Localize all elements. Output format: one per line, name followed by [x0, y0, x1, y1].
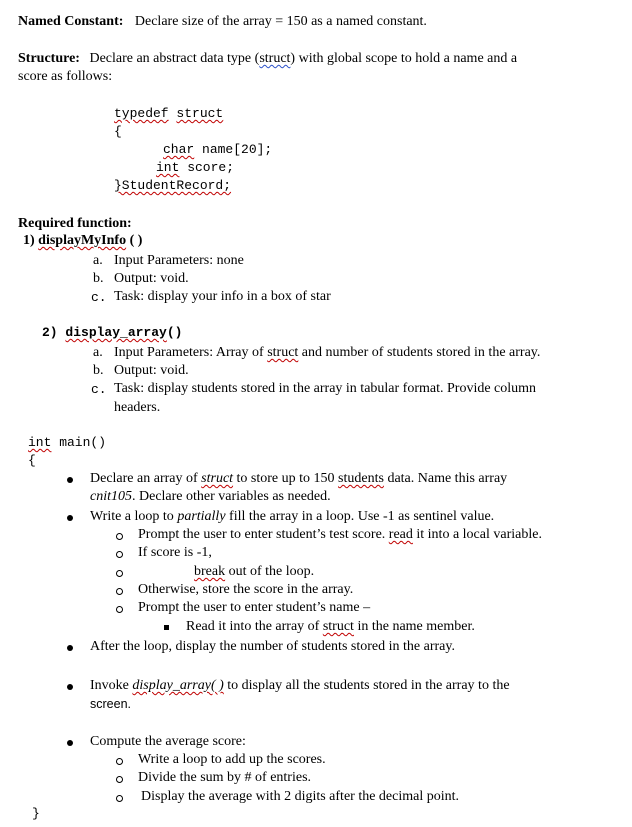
function-1-name: displayMyInfo	[38, 233, 127, 248]
b1-students: students	[338, 471, 384, 486]
required-function-heading: Required function:	[18, 216, 132, 231]
bullet-1-line2	[90, 489, 331, 505]
code-score-decl: score;	[179, 160, 235, 175]
b2-sub5-text: Prompt the user to enter student’s name –	[138, 600, 371, 615]
f2-item-a-marker: a.	[93, 345, 103, 360]
main-close-brace: }	[32, 806, 40, 821]
function-2-title	[42, 325, 182, 340]
named-constant-label: Named Constant:	[18, 14, 124, 29]
b1-rest: . Declare other variables as needed.	[132, 489, 331, 504]
b1-text-b: to store up to 150	[233, 471, 339, 486]
bullet-4-line2: screen.	[90, 697, 131, 711]
b2-sub2-marker	[116, 551, 123, 558]
structure-text-a: Declare an abstract data type (	[89, 51, 260, 66]
code-int-kw: int	[156, 160, 180, 175]
f2-item-b-text: Output: void.	[114, 363, 189, 378]
code-int-line	[156, 160, 234, 175]
structure-line-2: score as follows:	[18, 69, 113, 84]
code-typedef: typedef	[114, 106, 169, 121]
function-1-title	[23, 233, 142, 249]
b1-text-c: data. Name this array	[383, 471, 508, 486]
b1-struct: struct	[201, 471, 234, 486]
named-constant-text: Declare size of the array = 150 as a named constant.	[134, 14, 427, 29]
b4-text-a: Invoke	[90, 678, 133, 693]
main-int-kw: int	[28, 435, 52, 450]
b2-sub3-marker	[116, 570, 123, 577]
bullet-1-line1	[90, 471, 507, 487]
f2-item-b-marker: b.	[93, 363, 104, 378]
f2-item-a-text	[114, 345, 540, 361]
b5-sub2-text: Divide the sum by # of entries.	[138, 770, 312, 785]
structure-text-b: ) with global scope to hold a name and a	[290, 51, 518, 66]
b4-text-b: to display all the students stored in the array to the	[223, 678, 510, 693]
b4-func: display_array( )	[132, 678, 224, 693]
function-2-number: 2)	[42, 325, 58, 340]
b1-array-name: cnit105	[90, 489, 132, 504]
b2-text-b: fill the array in a loop. Use -1 as sentinel value.	[225, 509, 495, 524]
f2-item-c-marker: c.	[91, 382, 107, 397]
bullet-4-marker	[67, 684, 73, 690]
code-typedef-line	[114, 106, 223, 121]
code-char-line	[163, 142, 272, 157]
b2-sub5-sub-struct: struct	[322, 619, 354, 634]
b5-sub1-text: Write a loop to add up the scores.	[138, 752, 326, 767]
b2-sub3-break: break	[194, 564, 226, 579]
b2-sub1-b: it into a local variable.	[412, 527, 542, 542]
bullet-5-marker	[67, 740, 73, 746]
b5-sub1-marker	[116, 758, 123, 765]
b2-sub5-sub-a: Read it into the array of	[186, 619, 323, 634]
f1-item-c-text: Task: display your info in a box of star	[114, 289, 331, 304]
b2-sub4-text: Otherwise, store the score in the array.	[138, 582, 354, 597]
main-sig: main()	[51, 435, 107, 450]
bullet-2-text	[90, 509, 494, 525]
code-close-line	[114, 178, 231, 193]
function-1-number: 1)	[23, 233, 35, 248]
b5-sub3-marker	[116, 795, 123, 802]
b2-sub2-text: If score is -1,	[138, 545, 212, 560]
f1-item-b-text: Output: void.	[114, 271, 189, 286]
structure-struct-word: struct	[259, 51, 291, 66]
structure-line-1	[18, 51, 517, 67]
bullet-2-marker	[67, 515, 73, 521]
b5-sub2-marker	[116, 776, 123, 783]
bullet-1-marker	[67, 477, 73, 483]
b1-text-a: Declare an array of	[90, 471, 202, 486]
main-signature	[28, 435, 106, 450]
b2-sub5-sub-text	[186, 619, 475, 635]
code-open-brace: {	[114, 124, 122, 139]
named-constant-line	[18, 14, 427, 30]
b2-sub4-marker	[116, 588, 123, 595]
bullet-3-marker	[67, 645, 73, 651]
b2-sub3-rest: out of the loop.	[225, 564, 315, 579]
function-2-parens: ()	[166, 325, 183, 340]
b2-partially: partially	[177, 509, 226, 524]
code-name-decl: name[20];	[194, 142, 273, 157]
b2-sub1-read: read	[388, 527, 413, 542]
b2-sub3-text	[194, 564, 314, 580]
f1-item-c-marker: c.	[91, 290, 107, 305]
code-struct: struct	[176, 106, 224, 121]
b2-sub1-text	[138, 527, 542, 543]
f1-item-a-text: Input Parameters: none	[114, 253, 244, 268]
b2-text-a: Write a loop to	[90, 509, 178, 524]
f2-item-c-text-line2: headers.	[114, 400, 161, 415]
f2-item-a-struct: struct	[267, 345, 299, 360]
f1-item-a-marker: a.	[93, 253, 103, 268]
main-open-brace: {	[28, 453, 36, 468]
bullet-5-text: Compute the average score:	[90, 734, 246, 749]
bullet-4-line1	[90, 678, 510, 694]
f2-item-c-text-line1: Task: display students stored in the array in tabular format. Provide column	[114, 381, 537, 396]
f2-item-a-text-b: and number of students stored in the array.	[298, 345, 541, 360]
function-2-name: display_array	[65, 325, 167, 340]
b2-sub5-marker	[116, 606, 123, 613]
code-char-kw: char	[163, 142, 195, 157]
b2-sub1-marker	[116, 533, 123, 540]
f1-item-b-marker: b.	[93, 271, 104, 286]
b2-sub1-a: Prompt the user to enter student’s test score.	[138, 527, 389, 542]
bullet-3-text: After the loop, display the number of students stored in the array.	[90, 639, 455, 654]
b5-sub3-text: Display the average with 2 digits after the decimal point.	[141, 789, 460, 804]
b2-sub5-sub-marker	[164, 625, 169, 630]
structure-label: Structure:	[18, 51, 80, 66]
code-student-record: }StudentRecord;	[114, 178, 232, 193]
f2-item-a-text-a: Input Parameters: Array of	[114, 345, 268, 360]
function-1-parens: ( )	[129, 233, 143, 248]
b2-sub5-sub-b: in the name member.	[353, 619, 475, 634]
